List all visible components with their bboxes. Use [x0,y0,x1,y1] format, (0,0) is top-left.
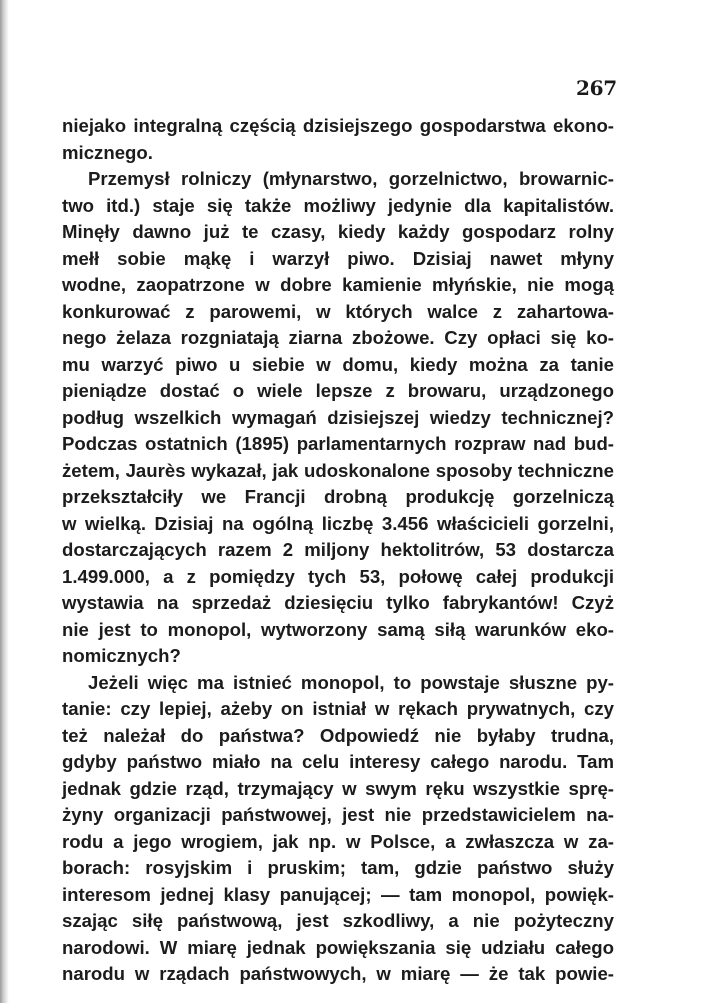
text-line: Minęły dawno już te czasy, kiedy każdy gospodarz rolny [62,221,614,242]
text-line: 1.499.000, a z pomiędzy tych 53, połowę całej produkcji [62,565,614,587]
text-line: micznego. [62,141,153,163]
page-gutter-shadow [0,0,9,1003]
text-line: przekształciły we Francji drobną produkcję gorzelniczą [62,486,614,507]
text-line: dostarczających razem 2 miljony hektolitrów, 53 dostarcza [62,539,614,560]
text-line: wystawia na sprzedaż dziesięciu tylko fabrykantów! Czyż [62,592,614,613]
text-line: żyny organizacji państwowej, jest nie przedstawicielem na- [62,804,614,825]
text-line: też należał do państwa? Odpowiedź nie byłaby trudna, [62,724,614,746]
text-line: borach: rosyjskim i pruskim; tam, gdzie państwo służy [62,857,614,878]
text-line: pieniądze dostać o wiele lepsze z browaru, urządzonego [62,380,614,401]
text-line: narodu w rządach państwowych, w miarę — że tak powie- [62,963,614,984]
text-line: nomicznych? [62,645,181,666]
text-line: interesom jednej klasy panującej; — tam monopol, powięk- [62,883,614,905]
text-line: tanie: czy lepiej, ażeby on istniał w rękach prywatnych, czy [62,698,614,719]
text-line: Jeżeli więc ma istnieć monopol, to powstaje słuszne py- [88,671,614,693]
text-line: podług wszelkich wymagań dzisiejszej wiedzy technicznej? [62,406,614,428]
text-line: wodne, zaopatrzone w dobre kamienie młyńskie, nie mogą [62,274,614,295]
text-line: two itd.) staje się także możliwy jedynie dla kapitalistów. [62,194,614,216]
text-line: rodu a jego wrogiem, jak np. w Polsce, a zwłaszcza w za- [62,830,614,852]
text-line: narodowi. W miarę jednak powiększania się udziału całego [62,936,614,958]
page-number: 267 [576,76,617,100]
text-line: nie jest to monopol, wytworzony samą siłą warunków eko- [62,618,614,640]
text-line: niejako integralną częścią dzisiejszego gospodarstwa ekono- [62,115,614,136]
text-line: Przemysł rolniczy (młynarstwo, gorzelnictwo, browarnic- [88,168,614,189]
text-line: w wielką. Dzisiaj na ogólną liczbę 3.456 właścicieli gorzelni, [62,512,614,534]
text-line: szając siłę państwową, jest szkodliwy, a nie pożyteczny [62,910,614,931]
text-line: nego żelaza rozgniatają ziarna zbożowe. Czy opłaci się ko- [62,327,614,348]
text-line: Podczas ostatnich (1895) parlamentarnych rozpraw nad bud- [62,433,614,454]
text-line: gdyby państwo miało na celu interesy całego narodu. Tam [62,751,614,772]
text-line: mu warzyć piwo u siebie w domu, kiedy można za tanie [62,353,614,375]
body-text [62,113,614,988]
text-line: konkurować z parowemi, w których walce z zahartowa- [62,300,614,322]
text-line: mełł sobie mąkę i warzył piwo. Dzisiaj nawet młyny [62,247,614,269]
text-line: jednak gdzie rząd, trzymający w swym ręku wszystkie sprę- [62,777,614,799]
text-line: żetem, Jaurès wykazał, jak udoskonalone sposoby techniczne [62,459,614,481]
